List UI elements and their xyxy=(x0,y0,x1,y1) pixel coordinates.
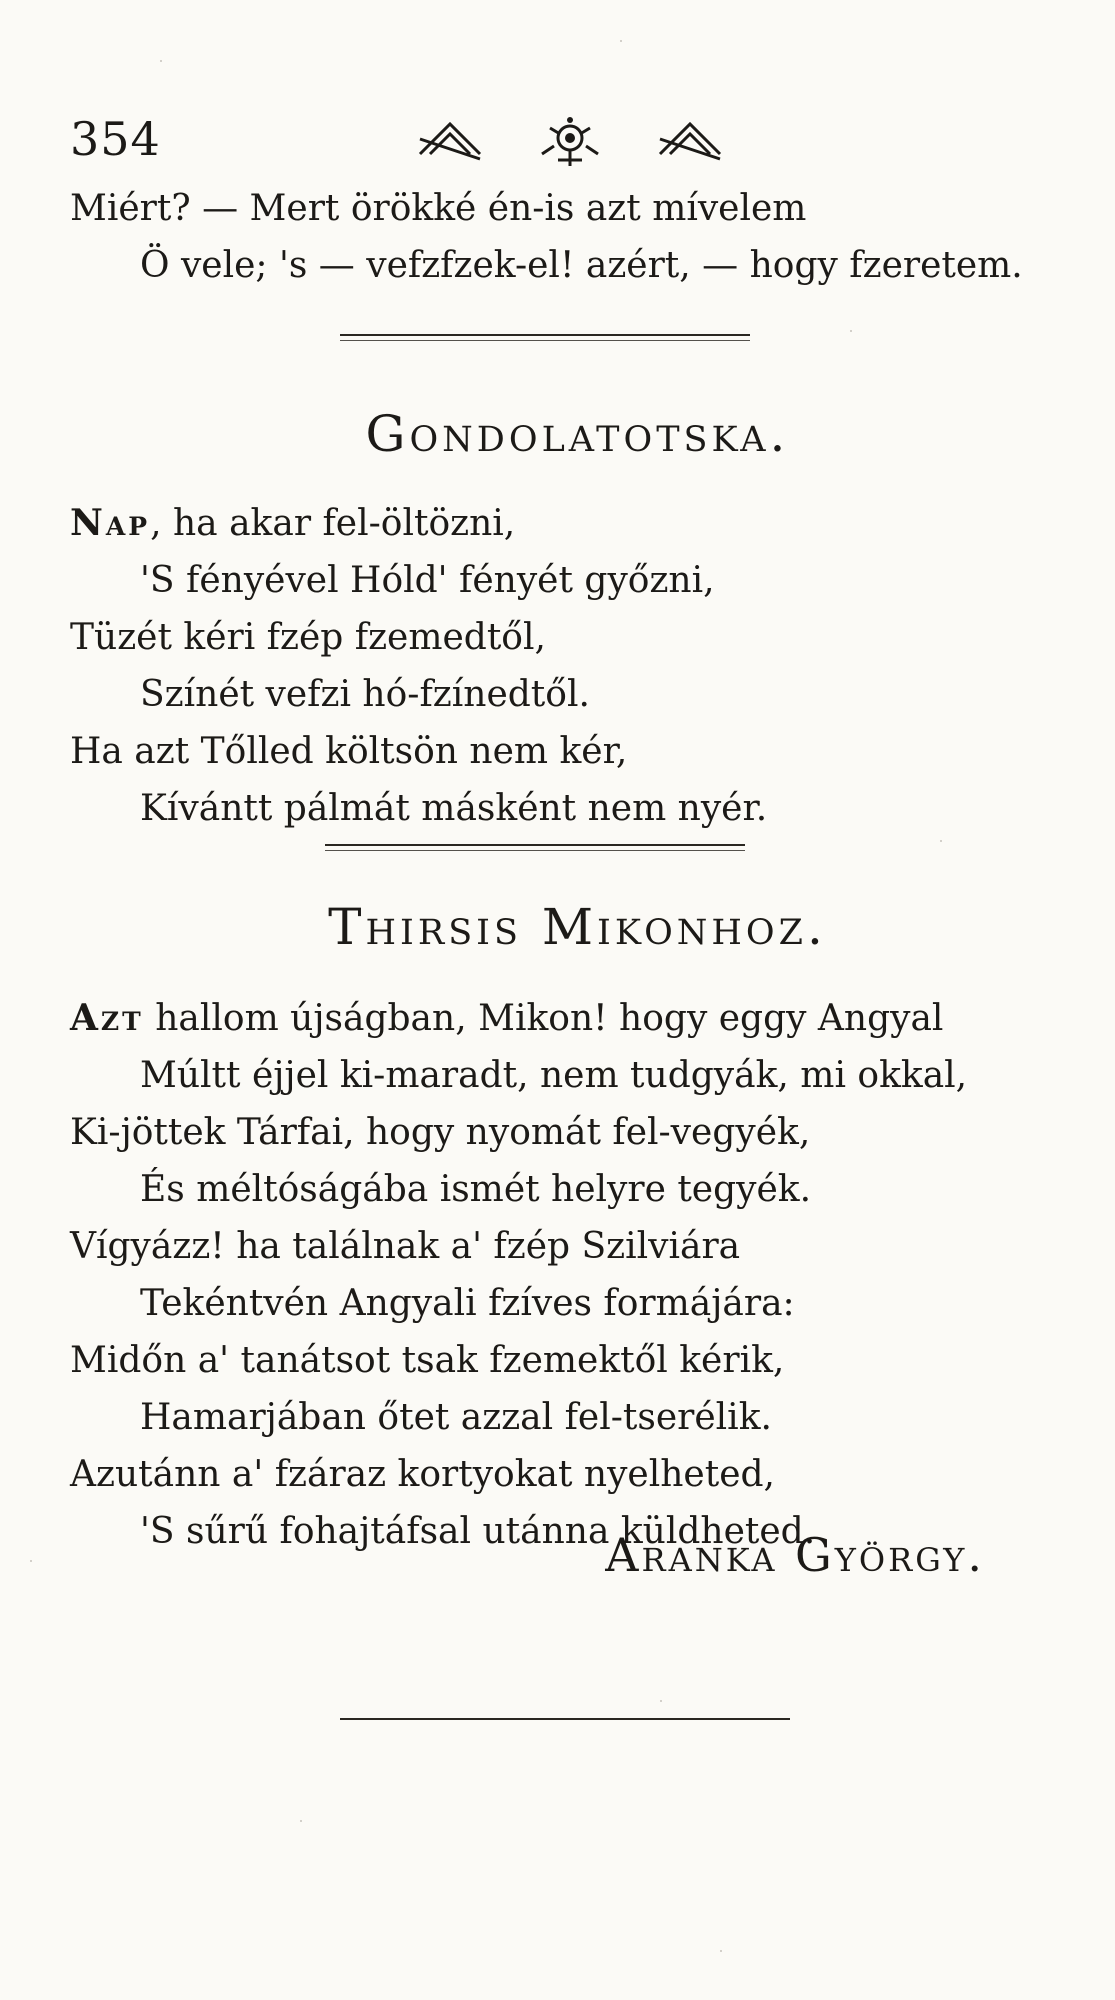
verse-line: És méltóságába ismét helyre tegyék. xyxy=(140,1169,812,1210)
end-divider xyxy=(340,1718,790,1728)
floral-ornament-icon xyxy=(410,114,730,170)
verse-line: Kívántt pálmát másként nem nyér. xyxy=(140,788,768,829)
poem-body xyxy=(70,495,1060,837)
paper-speck xyxy=(720,1950,722,1952)
paper-speck xyxy=(620,40,622,42)
verse-line: Ki-jöttek Tárfai, hogy nyomát fel-vegyék, xyxy=(70,1112,811,1153)
section-divider xyxy=(340,334,750,344)
verse-line: Vígyázz! ha találnak a' fzép Szilviára xyxy=(70,1226,741,1267)
section-divider xyxy=(325,844,745,854)
verse-line: Múltt éjjel ki-maradt, nem tudgyák, mi okkal, xyxy=(140,1055,968,1096)
verse-line: Tüzét kéri fzép fzemedtől, xyxy=(70,617,546,658)
verse-line: Ö vele; 's — vefzfzek-el! azért, — hogy fzeretem. xyxy=(140,245,1023,286)
poem-title: Thirsis Mikonhoz. xyxy=(328,898,827,956)
poem-title: Gondolatotska. xyxy=(365,405,790,463)
paper-speck xyxy=(660,1700,662,1702)
previous-poem-end xyxy=(70,180,1060,294)
paper-speck xyxy=(850,330,852,332)
verse-line: 'S sűrű fohajtáfsal utánna küldheted. xyxy=(140,1511,816,1552)
page-header xyxy=(70,112,1050,172)
lead-word: Azt xyxy=(70,997,144,1039)
verse-text: , ha akar fel-öltözni, xyxy=(150,503,516,544)
poem-body xyxy=(70,990,1060,1560)
paper-speck xyxy=(160,60,162,62)
verse-line: Tekéntvén Angyali fzíves formájára: xyxy=(140,1283,795,1324)
page-number: 354 xyxy=(70,112,161,166)
verse-text: hallom újságban, Mikon! hogy eggy Angyal xyxy=(143,998,944,1039)
verse-line: Miért? — Mert örökké én-is azt mívelem xyxy=(70,188,807,229)
verse-line: Ha azt Tőlled költsön nem kér, xyxy=(70,731,628,772)
verse-line: Színét vefzi hó-fzínedtől. xyxy=(140,674,590,715)
author-signature: Aranka György. xyxy=(605,1528,985,1582)
paper-speck xyxy=(940,840,942,842)
verse-line xyxy=(70,495,1060,552)
verse-line: Midőn a' tanátsot tsak fzemektől kérik, xyxy=(70,1340,785,1381)
lead-word: Nap xyxy=(70,502,151,544)
verse-line: Hamarjában őtet azzal fel-tserélik. xyxy=(140,1397,772,1438)
verse-line: Azutánn a' fzáraz kortyokat nyelheted, xyxy=(70,1454,775,1495)
paper-speck xyxy=(300,1820,302,1822)
verse-line xyxy=(70,990,1060,1047)
verse-line: 'S fényével Hóld' fényét győzni, xyxy=(140,560,715,601)
paper-speck xyxy=(30,1560,32,1562)
